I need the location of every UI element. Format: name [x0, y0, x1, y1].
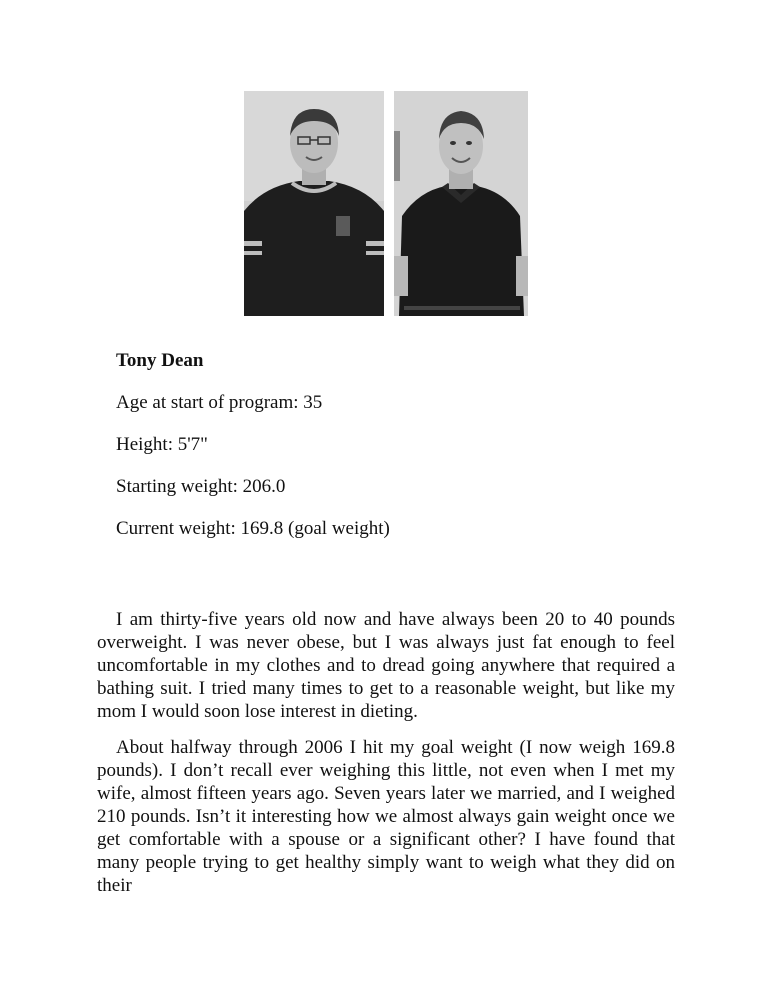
current-weight-stat: Current weight: 169.8 (goal weight) — [116, 518, 390, 539]
after-photo-portrait — [394, 91, 528, 316]
starting-weight-stat: Starting weight: 206.0 — [116, 476, 286, 497]
story-paragraph: I am thirty-five years old now and have always been 20 to 40 pounds overweight. I was never obese, but I was always just fat enough to feel uncomfortable in my clothes and to dread going anywhere that required a bathing suit. I tried many times to get to a reasonable weight, but like my mom I would soon lose interest in dieting. — [97, 609, 675, 722]
age-stat: Age at start of program: 35 — [116, 392, 323, 413]
story-text — [97, 608, 675, 910]
story-paragraph: About halfway through 2006 I hit my goal weight (I now weigh 169.8 pounds). I don’t recall ever weighing this little, not even when I met my wife, almost fifteen years ago. Seven years later we married, and I weighed 210 pounds. Isn’t it interesting how we almost always gain weight once we get comfortable with a spouse or a significant other? I have found that many people trying to get healthy simply want to weigh what they did on their — [97, 737, 675, 896]
before-photo — [244, 91, 384, 316]
before-photo-portrait — [244, 91, 384, 316]
height-stat: Height: 5'7" — [116, 434, 208, 455]
after-photo — [394, 91, 528, 316]
photo-pair — [244, 91, 528, 316]
profile-stats — [116, 350, 390, 560]
person-name: Tony Dean — [116, 350, 204, 371]
